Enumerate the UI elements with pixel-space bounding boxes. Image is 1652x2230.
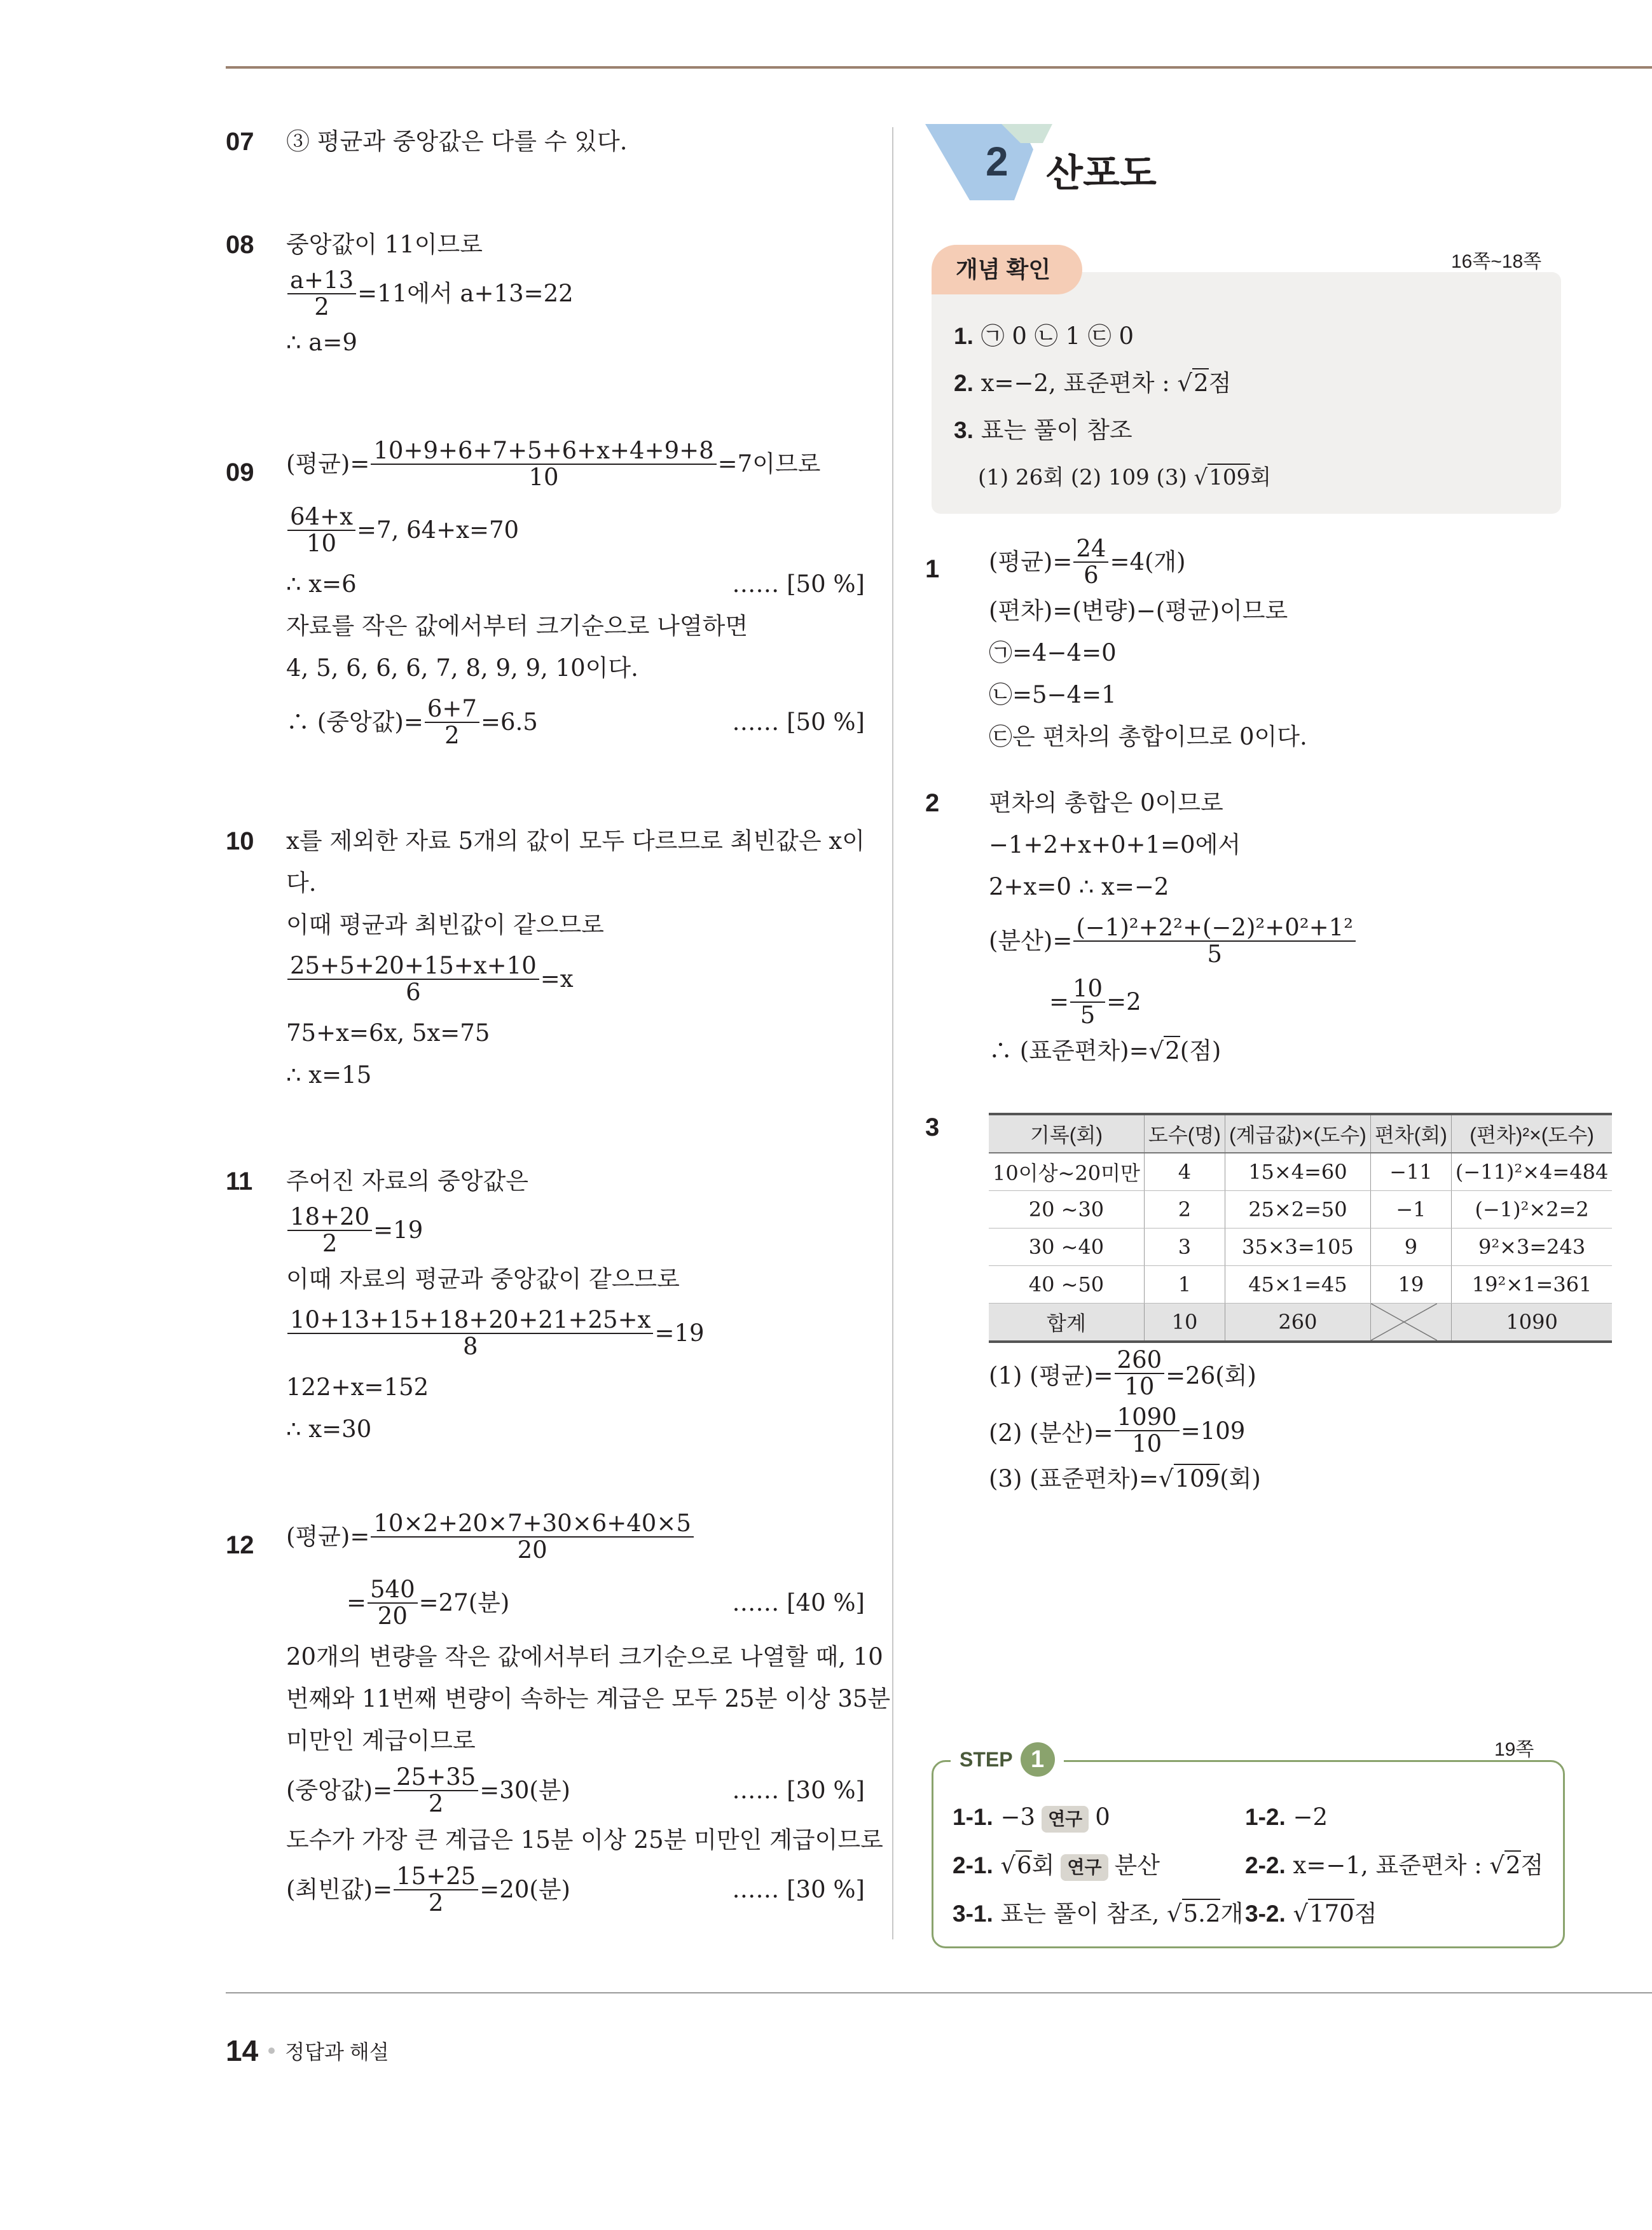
table-header: 편차(회) <box>1370 1114 1451 1153</box>
fraction: $\frac{6+7}{2}$ <box>425 696 479 748</box>
problem-number: 07 <box>226 128 254 156</box>
score-note: …… [50 %] <box>732 570 865 598</box>
text-line: ∴ x=6 …… [50 %] <box>286 563 865 605</box>
formula-line: $\frac{18+20}{2}$ =19 <box>286 1202 865 1258</box>
problem-number: 12 <box>226 1531 254 1559</box>
text-line: (편차)=(변량)−(평균)이므로 <box>989 597 1288 624</box>
table-row: 30 ~40 3 35×3=105 9 9²×3=243 <box>989 1229 1612 1266</box>
formula-line: (평균)= $\frac{10+9+6+7+5+6+x+4+9+8}{10}$ =7이므로 <box>286 437 821 491</box>
separator-dot <box>268 2048 275 2054</box>
fraction: $\frac{64+x}{10}$ <box>287 504 355 556</box>
table-header: 도수(명) <box>1144 1114 1225 1153</box>
study-tag: 연구 <box>1061 1854 1108 1881</box>
fraction: $\frac{260}{10}$ <box>1115 1347 1165 1400</box>
text-line: 20개의 변량을 작은 값에서부터 크기순으로 나열할 때, 10 <box>286 1643 883 1670</box>
problem-number: 10 <box>226 827 254 855</box>
step-label: STEP 1 <box>951 1742 1064 1777</box>
top-rule <box>226 66 1652 69</box>
table-header: 기록(회) <box>989 1114 1144 1153</box>
text-line: 번째와 11번째 변량이 속하는 계급은 모두 25분 이상 35분 <box>286 1685 891 1712</box>
fraction: $\frac{25+5+20+15+x+10}{6}$ <box>287 953 539 1005</box>
table-total-row: 합계 10 260 1090 <box>989 1304 1612 1342</box>
text-line: 4, 5, 6, 6, 6, 7, 8, 9, 9, 10이다. <box>286 654 638 682</box>
problem-number: 3 <box>925 1113 940 1141</box>
table-row: 20 ~30 2 25×2=50 −1 (−1)²×2=2 <box>989 1191 1612 1229</box>
text-line: 편차의 총합은 0이므로 <box>989 789 1223 816</box>
concept-item-3: 3. 표는 풀이 참조 <box>954 416 1132 444</box>
formula-line: $\frac{64+x}{10}$ =7, 64+x=70 <box>286 497 865 563</box>
step-row: 1-1. −3 연구 0 1-2. −2 <box>953 1793 1543 1841</box>
text-line: 75+x=6x, 5x=75 <box>286 1019 490 1047</box>
frequency-table <box>989 1113 1612 1343</box>
text-line: (3) (표준편차)=√109(회) <box>989 1465 1261 1492</box>
column-divider <box>892 127 893 1939</box>
fraction: $\frac{10\times 2+20\times 7+30\times 6+40\times 5}{20}$ <box>371 1511 694 1563</box>
formula-line: (1) (평균)= $\frac{260}{10}$ =26(회) <box>989 1346 1256 1400</box>
page-footer <box>226 2034 389 2068</box>
answer-text: ③ 평균과 중앙값은 다를 수 있다. <box>286 128 628 155</box>
concept-item-3-sub: (1) 26회 (2) 109 (3) √109회 <box>978 465 1271 490</box>
table-header: (편차)²×(도수) <box>1451 1114 1612 1153</box>
study-tag: 연구 <box>1042 1806 1089 1833</box>
text-line: 122+x=152 <box>286 1373 429 1401</box>
text-line: 도수가 가장 큰 계급은 15분 이상 25분 미만인 계급이므로 <box>286 1826 883 1854</box>
text-line: x를 제외한 자료 5개의 값이 모두 다르므로 최빈값은 x이 <box>286 827 865 855</box>
text-line: 주어진 자료의 중앙값은 <box>286 1167 528 1195</box>
formula-line: = $\frac{10}{5}$ =2 <box>1049 975 1141 1029</box>
table-row: 40 ~50 1 45×1=45 19 19²×1=361 <box>989 1266 1612 1304</box>
fraction: $\frac{1090}{10}$ <box>1115 1405 1180 1457</box>
fraction: $\frac{15+25}{2}$ <box>394 1864 478 1916</box>
concept-item-1: 1. ㉠ 0 ㉡ 1 ㉢ 0 <box>954 322 1134 350</box>
page-number: 14 <box>226 2034 259 2067</box>
text-line: 이때 평균과 최빈값이 같으므로 <box>286 911 604 939</box>
table-row: 10이상~20미만 4 15×4=60 −11 (−11)²×4=484 <box>989 1153 1612 1191</box>
formula-line: = $\frac{540}{20}$ =27(분) …… [40 %] <box>347 1576 865 1630</box>
text-line: ∴ a=9 <box>286 329 357 356</box>
fraction: $\frac{10+13+15+18+20+21+25+x}{8}$ <box>287 1307 653 1359</box>
fraction: $\frac{10+9+6+7+5+6+x+4+9+8}{10}$ <box>371 438 716 490</box>
fraction: $\frac{\text{(−1)²+2²+(−2)²+0²+1²}}{5}$ <box>1073 915 1356 967</box>
section-number: 2 <box>986 139 1008 184</box>
formula-line: (2) (분산)= $\frac{1090}{10}$ =109 <box>989 1403 1246 1457</box>
formula-line: (분산)= $\frac{\text{(−1)²+2²+(−2)²+0²+1²}}{5}$ <box>989 908 1561 974</box>
text-line: 2+x=0 ∴ x=−2 <box>989 873 1169 900</box>
score-note: …… [40 %] <box>732 1589 865 1616</box>
crossed-cell <box>1370 1304 1451 1342</box>
formula-line: (최빈값)= $\frac{15+25}{2}$ =20(분) …… [30 %] <box>286 1862 865 1917</box>
problem-number: 08 <box>226 231 254 259</box>
formula-line: $\frac{25+5+20+15+x+10}{6}$ =x <box>286 946 865 1012</box>
step-row: 2-1. √6회 연구 분산 2-2. x=−1, 표준편차 : √2점 <box>953 1841 1543 1890</box>
score-note: …… [30 %] <box>732 1777 865 1804</box>
solution-3-answers <box>989 1345 1261 1501</box>
section-title: 산포도 <box>1046 152 1157 195</box>
formula-line: (중앙값)= $\frac{25+35}{2}$ =30(분) …… [30 %] <box>286 1763 865 1817</box>
text-line: 다. <box>286 869 317 897</box>
fraction: $\frac{a+13}{2}$ <box>287 268 356 320</box>
text-line: ㉢은 편차의 총합이므로 0이다. <box>989 723 1307 750</box>
formula-line: (평균)= $\frac{24}{6}$ =4(개) <box>989 535 1186 589</box>
concept-item-2: 2. x=−2, 표준편차 : √2점 <box>954 369 1232 397</box>
formula-line: (평균)= $\frac{10\times 2+20\times 7+30\times 6+40\times 5}{20}$ <box>286 1504 865 1570</box>
table-header: (계급값)×(도수) <box>1225 1114 1370 1153</box>
problem-number: 2 <box>925 789 940 817</box>
concept-pages: 16쪽~18쪽 <box>1451 251 1542 272</box>
fraction: $\frac{18+20}{2}$ <box>287 1204 372 1256</box>
text-line: ㉡=5−4=1 <box>989 681 1117 708</box>
fraction: $\frac{24}{6}$ <box>1073 536 1108 588</box>
fraction: $\frac{25+35}{2}$ <box>394 1765 478 1817</box>
fraction: $\frac{540}{20}$ <box>368 1577 418 1629</box>
problem-number: 11 <box>226 1167 253 1195</box>
text-line: 이때 자료의 평균과 중앙값이 같으므로 <box>286 1265 680 1293</box>
score-note: …… [50 %] <box>732 708 865 736</box>
text-line: ∴ x=15 <box>286 1061 372 1089</box>
problem-number: 1 <box>925 555 940 583</box>
bottom-rule <box>226 1992 1652 1993</box>
step-number-circle: 1 <box>1021 1742 1055 1777</box>
concept-answers <box>954 313 1271 501</box>
text-line: ∴ (표준편차)=√2(점) <box>989 1037 1222 1064</box>
text-line: 자료를 작은 값에서부터 크기순으로 나열하면 <box>286 612 748 640</box>
cross-mark <box>1371 1304 1437 1340</box>
footer-title: 정답과 해설 <box>285 2041 389 2063</box>
step-row: 3-1. 표는 풀이 참조, √5.2개 3-2. √170점 <box>953 1900 1377 1927</box>
text-line: 중앙값이 11이므로 <box>286 231 483 258</box>
score-note: …… [30 %] <box>732 1876 865 1903</box>
step-pages: 19쪽 <box>1494 1739 1534 1760</box>
fraction: $\frac{10}{5}$ <box>1070 976 1105 1028</box>
formula-line: $\frac{10+13+15+18+20+21+25+x}{8}$ =19 <box>286 1300 865 1366</box>
text-line: 미만인 계급이므로 <box>286 1727 476 1754</box>
formula-line: ∴ (중앙값)= $\frac{6+7}{2}$ =6.5 …… [50 %] <box>286 695 865 749</box>
text-line: −1+2+x+0+1=0에서 <box>989 831 1241 858</box>
step-answers <box>953 1793 1543 1938</box>
text-line: ㉠=4−4=0 <box>989 639 1117 666</box>
text-line: ∴ x=30 <box>286 1415 372 1443</box>
concept-tab: 개념 확인 <box>932 245 1082 294</box>
problem-number: 09 <box>226 458 254 486</box>
formula-line: $\frac{a+13}{2}$ =11에서 a+13=22 <box>286 266 865 322</box>
